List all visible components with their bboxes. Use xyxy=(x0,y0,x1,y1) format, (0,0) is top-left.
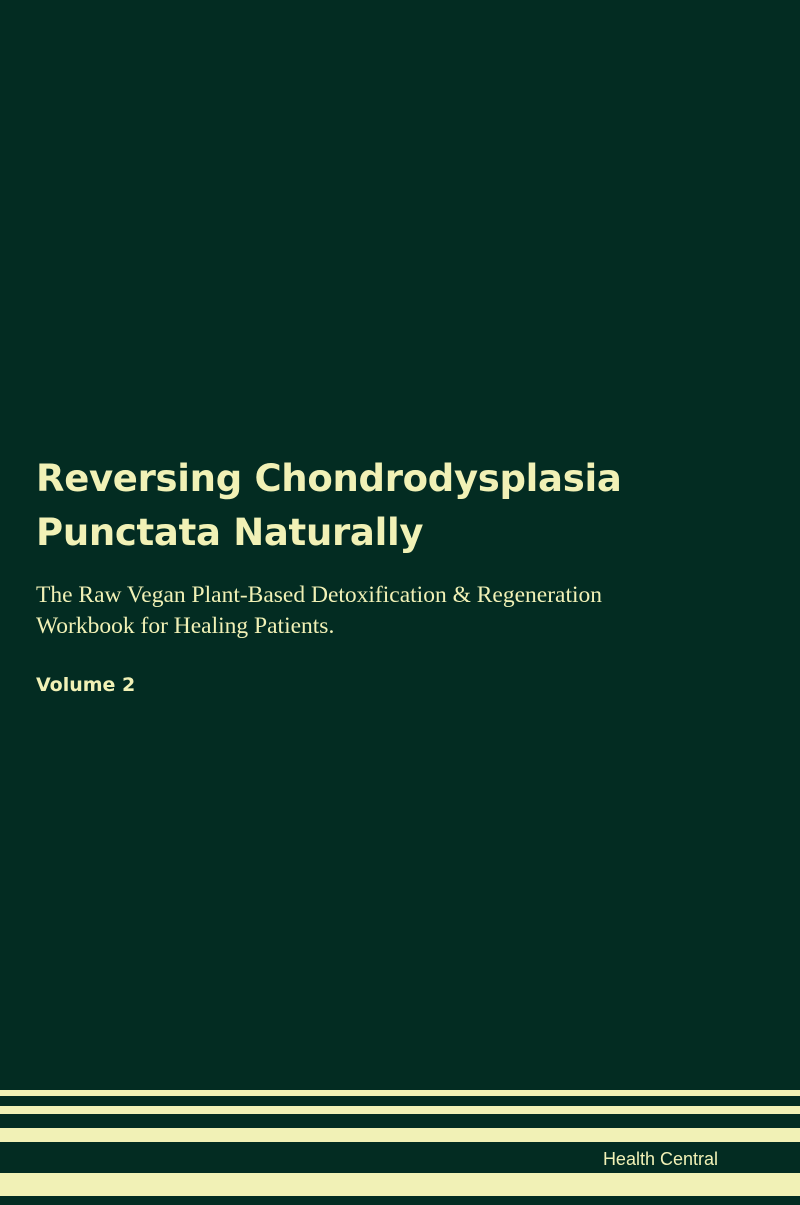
book-subtitle xyxy=(36,580,776,642)
decorative-stripe-2 xyxy=(0,1106,800,1114)
title-line-2: Punctata Naturally xyxy=(36,511,424,554)
title-line-1: Reversing Chondrodysplasia xyxy=(36,457,622,500)
book-title xyxy=(36,452,776,560)
decorative-stripe-4 xyxy=(0,1173,800,1196)
subtitle-line-1: The Raw Vegan Plant-Based Detoxification & Regeneration xyxy=(36,582,603,608)
subtitle-line-2: Workbook for Healing Patients. xyxy=(36,613,335,639)
volume-label: Volume 2 xyxy=(36,674,136,696)
decorative-stripe-1 xyxy=(0,1090,800,1096)
publisher-name: Health Central xyxy=(602,1149,718,1169)
decorative-stripe-3 xyxy=(0,1128,800,1142)
